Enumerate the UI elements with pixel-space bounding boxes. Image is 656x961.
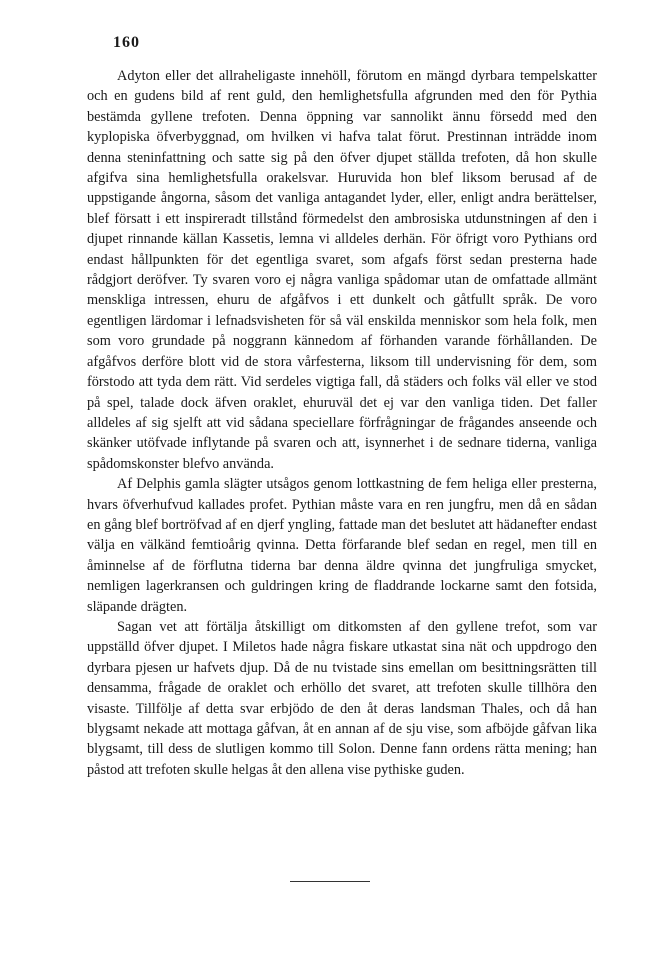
body-text — [87, 66, 597, 780]
paragraph-adyton: Adyton eller det allraheligaste innehöll, förutom en mängd dyrbara tempelskatter och en gudens bild af rent guld, den hemlighetsfulla afgrunden med den för Pythia bestämda gyllene trefoten. Denna öppning var sannolikt ännu försedd med den kyplopiska öfverbyggnad, om hvilken vi hafva talat förut. Prestinnan inträdde inom denna steninfattning och satte sig på den öfver djupet ställda trefoten, då hon skulle afgifva sina hemlighetsfulla orakelsvar. Huruvida hon blef liksom berusad af de uppstigande ångorna, såsom det vanliga antagandet lyder, eller, enligt andra berättelser, blef försatt i ett inspireradt tillstånd förmedelst den ambrosiska utdunstningen af den i djupet rinnande källan Kassetis, lemna vi alldeles derhän. För öfrigt voro Pythians ord endast hållpunkten för det egentliga svaret, som afgafs först sedan presterna hade rådgjort deröfver. Ty svaren voro ej några vanliga spådomar utan de omfattade allmänt menskliga intressen, ehuru de afgåfvos i ett dunkelt och gåtfullt språk. De voro egentligen lärdomar i lefnadsvisheten för så väl enskilda menniskor som hela folk, men som voro grundade på noggrann kännedom af förhanden varande förhållanden. De afgåfvos derföre blott vid de stora vårfesterna, liksom till undervisning för dem, som förstodo att tyda dem rätt. Vid serdeles vigtiga fall, då städers och folks väl eller ve stod på spel, talade dock äfven oraklet, ehuruväl det ej var den vanliga tiden. Det faller alldeles af sig sjelft att vid sådana speciellare förfrågningar de frågandes anseende och skänker utöfvade inflytande på svaren och att, isynnerhet i de sednare tiderna, vanliga spådomskonster blefvo använda. — [87, 68, 597, 472]
paragraph-delphi-priesthood: Af Delphis gamla slägter utsågos genom lottkastning de fem heliga eller presterna, hvars öfverhufvud kallades profet. Pythian måste vara en ren jungfru, men då en sådan en gång blef bortröfvad af en djerf yngling, fattade man det beslutet att hädanefter endast välja en välkänd femtioårig qvinna. Detta förfarande blef sedan en regel, men till en åminnelse af de förflutna tiderna bar denna äldre qvinna det jungfruliga smycket, nemligen lagerkransen och guldringen kring de fladdrande lockarne samt den fotsida, släpande drägten. — [87, 476, 597, 615]
paragraph-golden-tripod: Sagan vet att förtälja åtskilligt om ditkomsten af den gyllene trefot, som var uppställd öfver djupet. I Miletos hade några fiskare utkastat sina nät och uppdrogo den dyrbara pjesen ur hafvets djup. Då de nu tvistade sins emellan om besittningsrätten till densamma, frågade de oraklet och erhöllo det svaret, att trefoten skulle tillhöra den visaste. Tillfölje af detta svar erbjödo de den åt deras landsman Thales, och då han blygsamt nekade att mottaga gåfvan, åt en annan af de sju vise, som afböjde gåfvan lika blygsamt, till dess de slutligen kommo till Solon. Denne fann ordens rätta mening; han påstod att trefoten skulle helgas åt den allena vise pythiske guden. — [87, 618, 597, 778]
end-rule — [290, 881, 370, 882]
page-number: 160 — [113, 34, 140, 51]
